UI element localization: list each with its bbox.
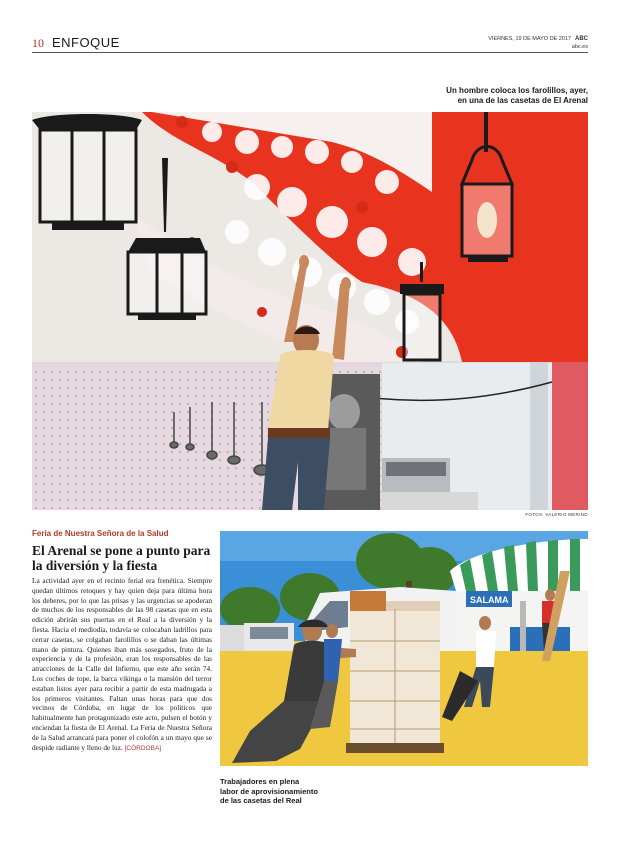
- photo-top-caption-line2: en una de las casetas de El Arenal: [457, 96, 588, 105]
- photo-bottom-caption-line2: labor de aprovisionamiento: [220, 786, 318, 796]
- photo-top-caption-line1: Un hombre coloca los farolillos, ayer,: [446, 86, 588, 95]
- photo-bottom-caption: [220, 777, 340, 806]
- header-brand: ABC: [575, 36, 588, 42]
- article-headline: El Arenal se pone a punto para la diversión y la fiesta: [32, 543, 211, 573]
- header-date: VIERNES, 19 DE MAYO DE 2017: [488, 36, 571, 42]
- header-rule: [32, 52, 588, 53]
- photo-credit: FOTOS: VALERIO MERINO: [525, 512, 588, 517]
- article-body-text: La actividad ayer en el recinto ferial era frenética. Siempre quedan últimos retoques y hay quien deja para última hora los deberes, por lo que las prisas y las urgencias se apoderan de muchos de los responsables de las 98 casetas que en esta edición abrirán sus puertas en el Real a la diversión y la fiesta. Hacia el mediodía, todavía se colocaban ladrillos para cerrar casetas, se colgaban farolillos o se daban las últimas mano de pintura. Quienes iban más sosegados, fruto de la experiencia y de la profesión, eran los responsables de las atracciones de la Calle del Infierno, que este año serán 74. Los coches de tope, la barca vikinga o la mansión del terror estaban listos ayer para recibir a partir de esta madrugada a los primeros visitantes. Faltan unas horas para que dos vecinos de Córdoba, en lugar de los políticos que habitualmente han protagonizado este acto, pulsen el botón y enciendan la fiesta de El Arenal. La Feria de Nuestra Señora de la Salud arrancará para poner el colofón a un mayo que se despide radiante y lleno de luz.: [32, 576, 212, 752]
- photo-bottom-caption-line1: Trabajadores en plena: [220, 777, 300, 786]
- page-number: 10: [32, 36, 44, 50]
- section-title: ENFOQUE: [52, 35, 120, 50]
- caseta-sign: SALAMA: [470, 595, 509, 605]
- article-tag: [CÓRDOBA]: [124, 744, 162, 752]
- header-meta: [488, 35, 588, 51]
- photo-workers-pallet: [220, 531, 588, 766]
- article-body: [32, 576, 212, 753]
- photo-bottom-caption-line3: de las casetas del Real: [220, 796, 302, 805]
- article-kicker: Feria de Nuestra Señora de la Salud: [32, 529, 169, 538]
- photo-caseta-lanterns: [32, 112, 588, 510]
- photo-top-caption: [368, 86, 588, 106]
- header-site: abc.es: [571, 44, 588, 50]
